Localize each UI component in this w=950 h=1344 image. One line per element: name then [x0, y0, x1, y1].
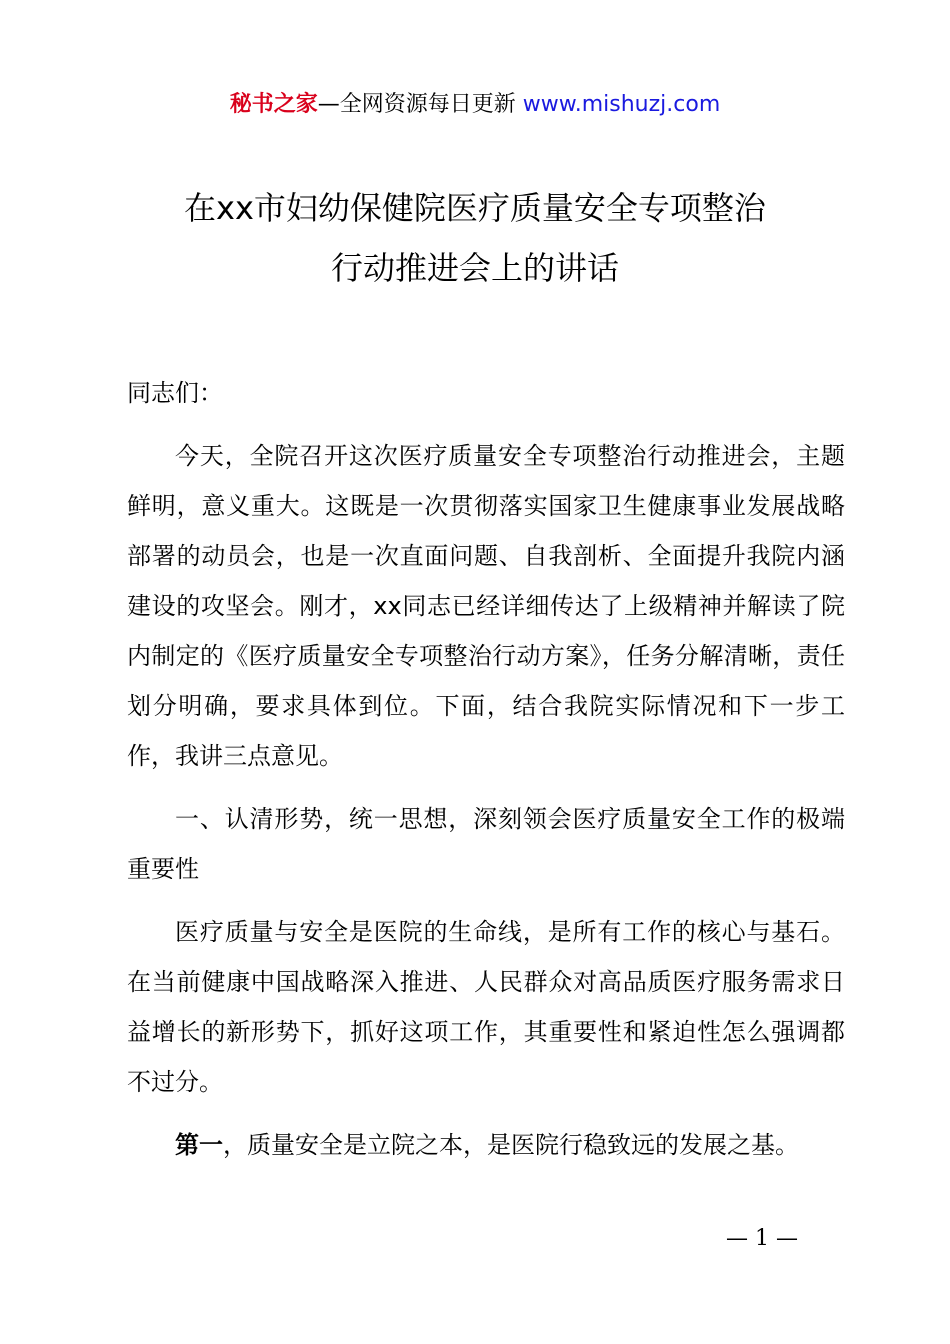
paragraph-intro: 今天，全院召开这次医疗质量安全专项整治行动推进会，主题鲜明，意义重大。这既是一次贯彻落实国家卫生健康事业发展战略部署的动员会，也是一次直面问题、自我剖析、全面提升我院内涵建设的攻坚会。刚才，xx同志已经详细传达了上级精神并解读了院内制定的《医疗质量安全专项整治行动方案》，任务分解清晰，责任划分明确，要求具体到位。下面，结合我院实际情况和下一步工作，我讲三点意见。: [127, 442, 845, 770]
document-body: [127, 368, 845, 1183]
point-1-lead: 第一: [175, 1131, 223, 1159]
title-line-1: 在xx市妇幼保健院医疗质量安全专项整治: [184, 189, 766, 227]
salutation: 同志们：: [127, 379, 223, 407]
brand-name: 秘书之家: [229, 92, 318, 117]
watermark-header: [0, 88, 950, 122]
page-number: — 1 —: [726, 1226, 798, 1251]
paragraph-section-1: 医疗质量与安全是医院的生命线，是所有工作的核心与基石。在当前健康中国战略深入推进、人民群众对高品质医疗服务需求日益增长的新形势下，抓好这项工作，其重要性和紧迫性怎么强调都不过分。: [127, 918, 845, 1096]
header-tagline: —全网资源每日更新: [317, 92, 523, 117]
paragraph-point-1: [127, 1120, 845, 1170]
site-link[interactable]: www.mishuzj.com: [522, 92, 721, 117]
document-title: [60, 178, 890, 298]
title-line-2: 行动推进会上的讲话: [330, 249, 619, 287]
point-1-text: ，质量安全是立院之本，是医院行稳致远的发展之基。: [223, 1131, 799, 1159]
section-heading-1: 一、认清形势，统一思想，深刻领会医疗质量安全工作的极端重要性: [127, 805, 845, 883]
